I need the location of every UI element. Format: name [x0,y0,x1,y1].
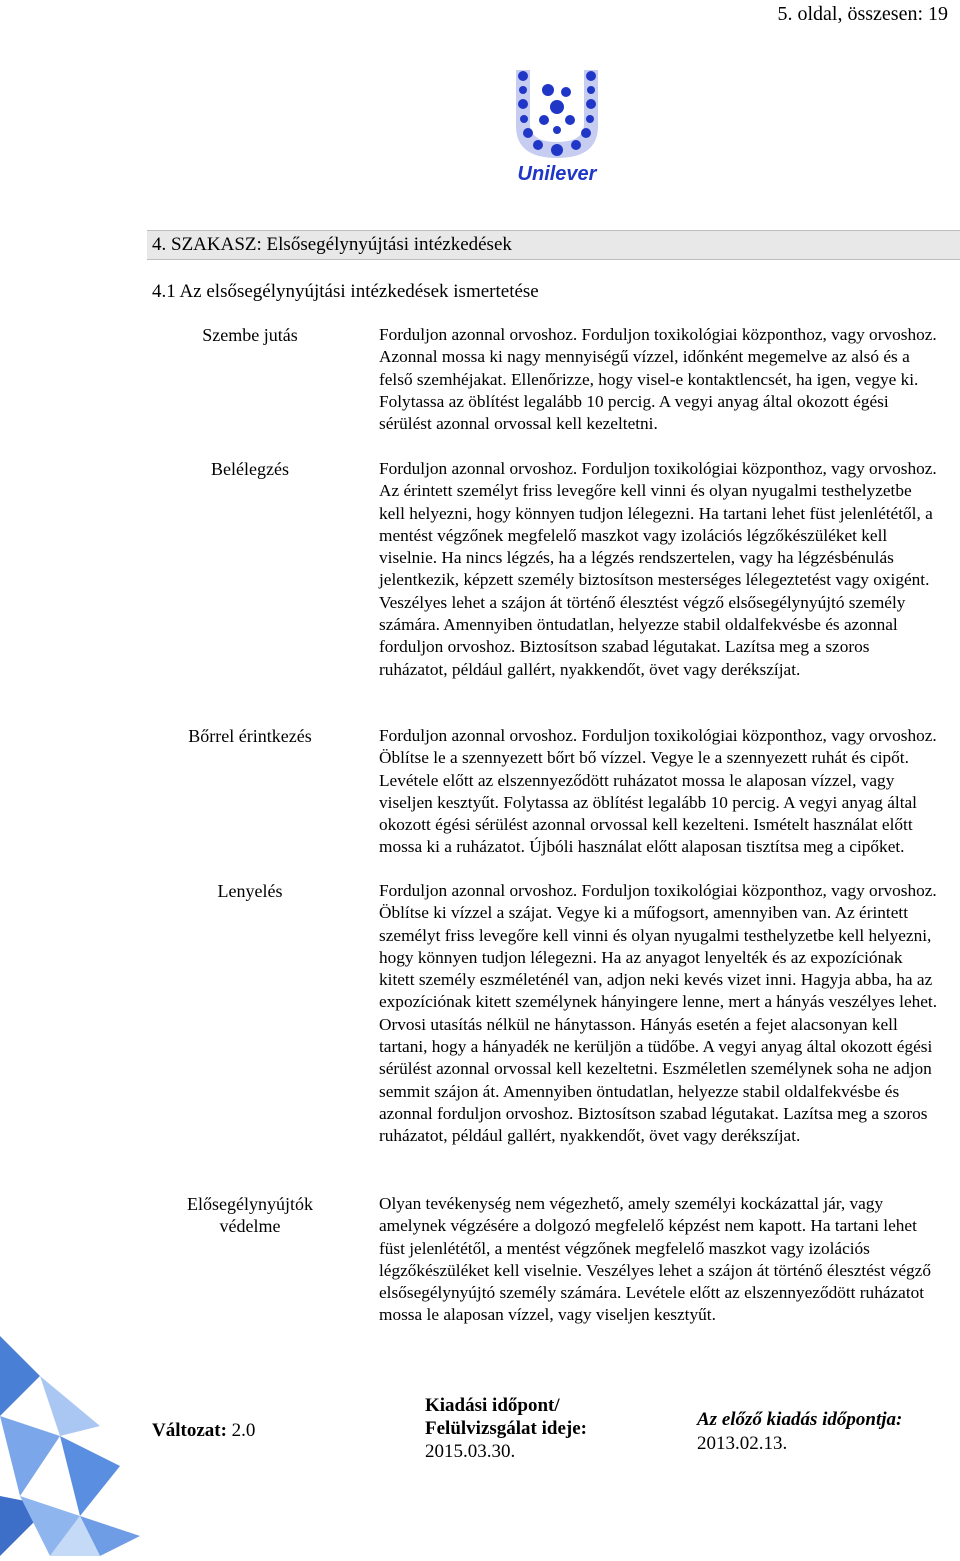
row-text: Forduljon azonnal orvoshoz. Forduljon toxikológiai központhoz, vagy orvoshoz. Öblítse ki vízzel a szájat. Vegye ki a műfogsort, amennyiben van. Az érintett személyt friss levegőre kell vinni és olyan nyugalmi testhelyzetbe kell helyezni, hogy könnyen tudjon lélegezni. Ha az anyagot lenyelték és az expozíciónak kitett személy eszméleténél van, adjon neki kevés vizet inni. Hagyja abba, ha az expozíciónak kitett személynek hányingere lenne, mert a hányás veszélyes lehet. Orvosi utasítás nélkül ne hánytasson. Hányás esetén a fejet alacsonyan kell tartani, hogy a hányadék ne kerüljön a tüdőbe. A vegyi anyag által okozott égési sérülést azonnal orvossal kell kezeltetni. Eszméletlen személynek soha ne adjon semmit szájon át. Amennyiben öntudatlan, helyezze stabil oldalfekvésbe és azonnal forduljon orvoshoz. Biztosítson szabad légutakat. Lazítsa meg a szoros ruházatot, például gallért, nyakkendőt, övet vagy derékszíjat. [379,881,938,1146]
section-title: 4. SZAKASZ: Elsősegélynyújtási intézkedések [152,234,512,255]
row-label: Szembe jutás [202,325,298,345]
issue-label-1: Kiadási időpont/ [425,1395,560,1416]
footer [0,1392,960,1472]
row-label: Bőrrel érintkezés [188,726,312,746]
issue-value: 2015.03.30. [425,1441,516,1462]
page-number: 5. oldal, összesen: 19 [777,3,948,25]
row-text: Forduljon azonnal orvoshoz. Forduljon toxikológiai központhoz, vagy orvoshoz. Öblítse le a szennyezett bőrt bő vízzel. Vegye le a szennyezett ruhát és cipőt. Levétele előtt az elszennyeződött ruházatot mossa le alaposan vízzel, vagy viseljen kesztyűt. Folytassa az öblítést legalább 10 percig. A vegyi anyag által okozott égési sérülést azonnal orvossal kell kezelteni. Ismételt használat előtt mossa ki a ruházatot. Újbóli használat előtt alaposan tisztítsa meg a cipőket. [379,726,937,857]
unilever-wordmark: Unilever [517,163,597,185]
footer-previous-date [697,1408,902,1456]
prev-value: 2013.02.13. [697,1433,788,1454]
prev-label: Az előző kiadás időpontja: [697,1409,903,1430]
unilever-logo [498,62,616,186]
row-label: Lenyelés [217,881,283,901]
section-heading [147,230,960,260]
issue-label-2: Felülvizsgálat ideje: [425,1418,587,1439]
version-label: Változat: [152,1420,227,1441]
row-text: Forduljon azonnal orvoshoz. Forduljon toxikológiai központhoz, vagy orvoshoz. Azonnal mossa ki nagy mennyiségű vízzel, időnként megemelve az alsó és a felső szemhéjakat. Ellenőrizze, hogy visel-e kontaktlencsét, ha igen, vegye ki. Folytassa az öblítést legalább 10 percig. A vegyi anyag által okozott égési sérülést azonnal orvossal kell kezeltetni. [379,325,937,434]
footer-version [152,1420,255,1442]
row-text: Olyan tevékenység nem végezhető, amely személyi kockázattal jár, vagy amelynek végzésére a dolgozó megfelelő képzést nem kapott. Ha tartani lehet füst jelenlététől, a mentést végzőnek megfelelő maszkot vagy izolációs légzőkészüléket kell viselnie. Veszélyes lehet a szájon át történő élesztést végző elsősegélynyújtó személy számára. Levétele előtt az elszennyeződött ruházatot mossa le alaposan vízzel, vagy viseljen kesztyűt. [379,1194,931,1325]
row-label: Belélegzés [211,459,289,479]
version-value: 2.0 [231,1420,256,1441]
row-label: Elősegélynyújtók védelme [187,1194,313,1236]
row-text: Forduljon azonnal orvoshoz. Forduljon toxikológiai központhoz, vagy orvoshoz. Az érintett személyt friss levegőre kell vinni és olyan nyugalmi testhelyzetbe kell helyezni, hogy könnyen tudjon lélegezni. Ha tartani lehet füst jelenlététől, a mentést végzőnek megfelelő maszkot vagy izolációs légzőkészüléket kell viselnie. Ha nincs légzés, ha a légzés rendszertelen, vagy ha légzésbénulás jelentkezik, képzett személy biztosítson mesterséges lélegeztetést vagy oxigént. Veszélyes lehet a szájon át történő élesztést végző elsősegélynyújtó személy számára. Amennyiben öntudatlan, helyezze stabil oldalfekvésbe és azonnal forduljon orvoshoz. Biztosítson szabad légutakat. Lazítsa meg a szoros ruházatot, például gallért, nyakkendőt, övet vagy derékszíjat. [379,459,937,679]
subsection-title: 4.1 Az elsősegélynyújtási intézkedések ismertetése [152,281,539,302]
footer-issue-date [425,1394,587,1463]
